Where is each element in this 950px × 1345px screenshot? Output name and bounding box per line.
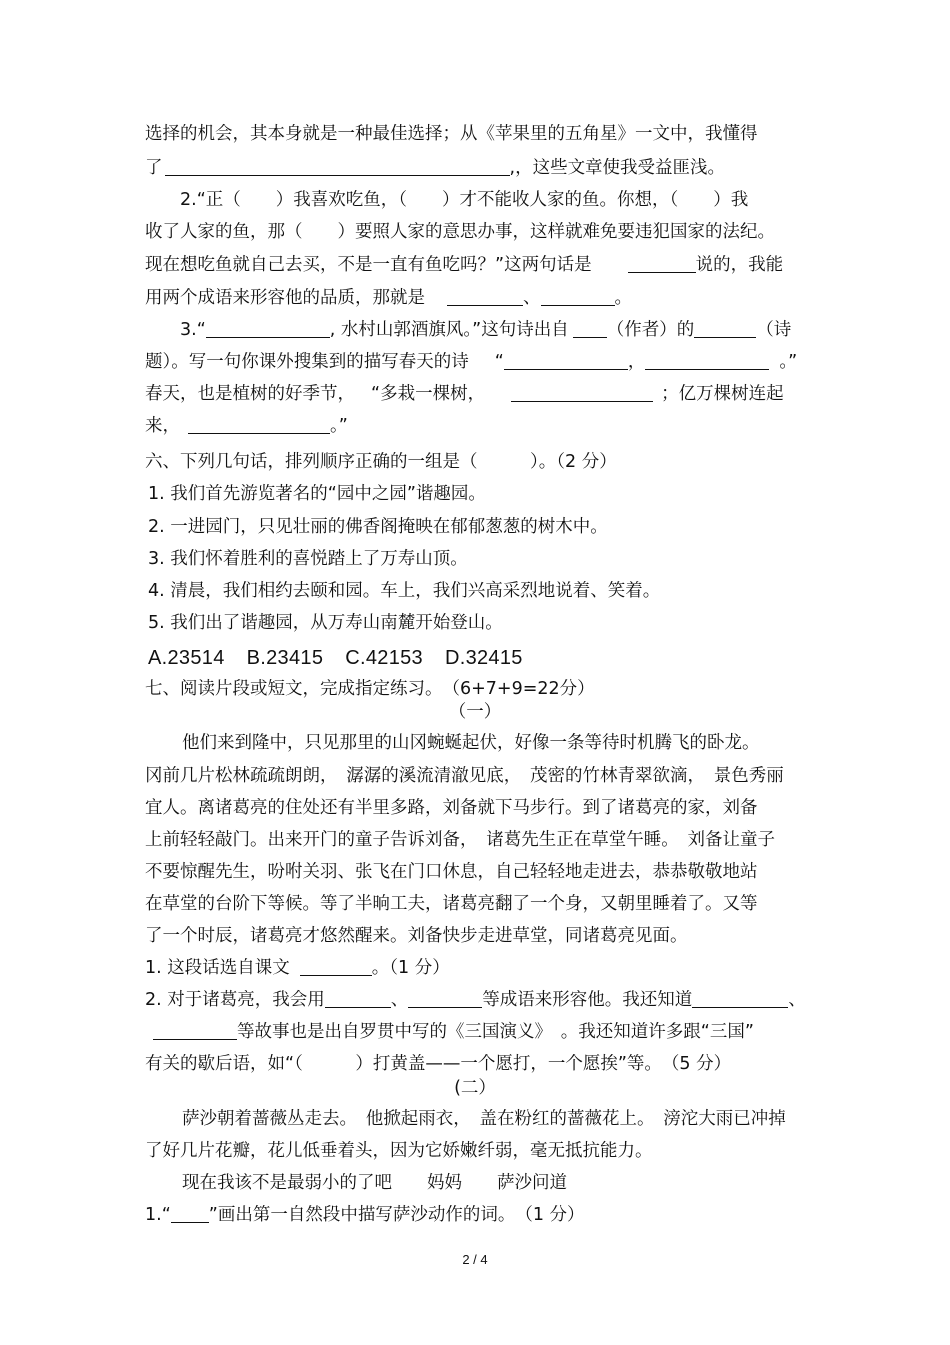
option-b[interactable]: B.23415 <box>246 647 324 669</box>
question-7-2 <box>145 988 806 1012</box>
passage-line: 冈前几片松林疏疏朗朗， 潺潺的溪流清澈见底， 茂密的竹林青翠欲滴， 景色秀丽 <box>145 766 784 786</box>
text: “ <box>494 352 504 372</box>
answer-blank[interactable] <box>692 989 788 1008</box>
answer-blank[interactable] <box>694 319 756 338</box>
question-2-line-3 <box>145 253 783 277</box>
option-c[interactable]: C.42153 <box>345 647 423 669</box>
text: 1. 这段话选自课文 <box>145 958 290 978</box>
text: 用两个成语来形容他的品质，那就是 <box>145 288 425 308</box>
text: ， <box>627 352 646 372</box>
list-item: 4. 清晨，我们相约去颐和园。车上，我们兴高采烈地说着、笑着。 <box>148 581 661 601</box>
part-2-label: (二） <box>454 1078 496 1098</box>
question-2-line-4 <box>145 286 632 310</box>
question-3-line-3 <box>145 382 784 406</box>
question-3-line-2 <box>145 350 797 374</box>
text: 。 <box>614 288 632 308</box>
question-2-line-2 <box>145 220 775 244</box>
text-line <box>145 156 725 180</box>
question-7-2-cont: 有关的歇后语，如“（ ）打黄盖——一个愿打，一个愿挨”等。 （5 分） <box>145 1054 732 1074</box>
text: 。” <box>779 352 798 372</box>
part-1-label: （一） <box>448 702 502 722</box>
text: 1.“ <box>145 1205 171 1225</box>
question-3-line-4 <box>145 414 348 438</box>
passage-line: 宜人。离诸葛亮的住处还有半里多路，刘备就下马步行。到了诸葛亮的家，刘备 <box>145 798 758 818</box>
text: 春天，也是植树的好季节， <box>145 384 355 404</box>
answer-blank[interactable] <box>447 287 523 306</box>
section-7-title: 七、阅读片段或短文，完成指定练习。 （6+7+9=22分） <box>145 679 595 699</box>
text: 选择的机会，其本身就是一种最佳选择；从《苹果里的五角星》一文中，我懂得 <box>145 124 758 144</box>
list-item: 5. 我们出了谐趣园，从万寿山南麓开始登山。 <box>148 613 503 633</box>
answer-blank[interactable] <box>408 989 482 1008</box>
answer-blank[interactable] <box>325 989 391 1008</box>
text: 现在想吃鱼就自己去买，不是一直有鱼吃吗？”这两句话是 <box>145 255 592 275</box>
passage-line: 现在我该不是最弱小的了吧 妈妈 萨沙问道 <box>182 1173 567 1193</box>
text: 收了人家的鱼，那（ ）要照人家的意思办事，这样就难免要违犯国家的法纪。 <box>145 222 775 242</box>
answer-blank[interactable] <box>511 383 653 402</box>
text: 。” <box>330 416 348 436</box>
passage-line: 他们来到隆中，只见那里的山冈蜿蜒起伏，好像一条等待时机腾飞的卧龙。 <box>182 733 760 753</box>
passage-line: 萨沙朝着蔷薇丛走去。 他掀起雨衣， 盖在粉红的蔷薇花上。 滂沱大雨已冲掉 <box>182 1109 786 1129</box>
text: 、 <box>523 288 541 308</box>
text: ；亿万棵树连起 <box>661 384 784 404</box>
answer-blank[interactable] <box>504 351 628 370</box>
answer-options <box>148 646 545 670</box>
answer-blank[interactable] <box>300 957 372 976</box>
text-line <box>145 122 758 146</box>
text: , 水村山郭酒旗风。”这句诗出自 <box>329 320 569 340</box>
question-3-line-1 <box>180 318 791 342</box>
text: （作者）的 <box>606 320 695 340</box>
question-7-2-cont <box>153 1020 754 1044</box>
question-2-line-1 <box>180 188 748 212</box>
list-item: 3. 我们怀着胜利的喜悦踏上了万寿山顶。 <box>148 549 468 569</box>
text: ,，这些文章使我受益匪浅。 <box>509 158 726 178</box>
page-number: 2 / 4 <box>462 1252 488 1267</box>
text: ”画出第一自然段中描写萨沙动作的词。 （1 分） <box>208 1205 585 1225</box>
passage-line: 上前轻轻敲门。出来开门的童子告诉刘备， 诸葛先生正在草堂午睡。 刘备让童子 <box>145 830 775 850</box>
text: 3.“ <box>180 320 206 340</box>
list-item: 1. 我们首先游览著名的“园中之园”谐趣园。 <box>148 484 486 504</box>
passage-line: 了好几片花瓣，花儿低垂着头，因为它娇嫩纤弱，毫无抵抗能力。 <box>145 1141 653 1161</box>
passage-line: 在草堂的台阶下等候。等了半晌工夫，诸葛亮翻了一个身，又朝里睡着了。又等 <box>145 894 758 914</box>
answer-blank[interactable] <box>628 254 696 273</box>
passage-line: 了一个时辰，诸葛亮才悠然醒来。刘备快步走进草堂，同诸葛亮见面。 <box>145 926 688 946</box>
answer-blank[interactable] <box>573 319 607 338</box>
text: 来， <box>145 416 180 436</box>
text: 说的，我能 <box>695 255 784 275</box>
text: 题）。写一句你课外搜集到的描写春天的诗 <box>145 352 469 372</box>
question-7-3 <box>145 1203 585 1227</box>
passage-line: 不要惊醒先生，吩咐关羽、张飞在门口休息，自己轻轻地走进去，恭恭敬敬地站 <box>145 862 758 882</box>
text: 了 <box>145 158 163 178</box>
text: “多栽一棵树， <box>371 384 486 404</box>
answer-blank[interactable] <box>153 1021 237 1040</box>
text: 、 <box>788 990 806 1010</box>
option-d[interactable]: D.32415 <box>444 647 523 669</box>
option-a[interactable]: A.23514 <box>148 647 225 669</box>
answer-blank[interactable] <box>165 157 510 176</box>
question-7-1 <box>145 956 450 980</box>
text: 2.“正（ ）我喜欢吃鱼，（ ）才不能收人家的鱼。你想，（ ）我 <box>180 190 749 210</box>
answer-blank[interactable] <box>171 1204 209 1223</box>
section-6-title: 六、下列几句话，排列顺序正确的一组是（ ）。（2 分） <box>145 452 617 472</box>
text: 等成语来形容他。我还知道 <box>482 990 693 1010</box>
text: 。（1 分） <box>371 958 450 978</box>
text: 等故事也是出自罗贯中写的《三国演义》 。我还知道许多跟“三国” <box>237 1022 754 1042</box>
text: （诗 <box>756 320 792 340</box>
answer-blank[interactable] <box>645 351 769 370</box>
list-item: 2. 一进园门，只见壮丽的佛香阁掩映在郁郁葱葱的树木中。 <box>148 517 608 537</box>
text: 、 <box>390 990 409 1010</box>
answer-blank[interactable] <box>541 287 615 306</box>
text: 2. 对于诸葛亮，我会用 <box>145 990 325 1010</box>
answer-blank[interactable] <box>206 319 330 338</box>
answer-blank[interactable] <box>188 415 330 434</box>
